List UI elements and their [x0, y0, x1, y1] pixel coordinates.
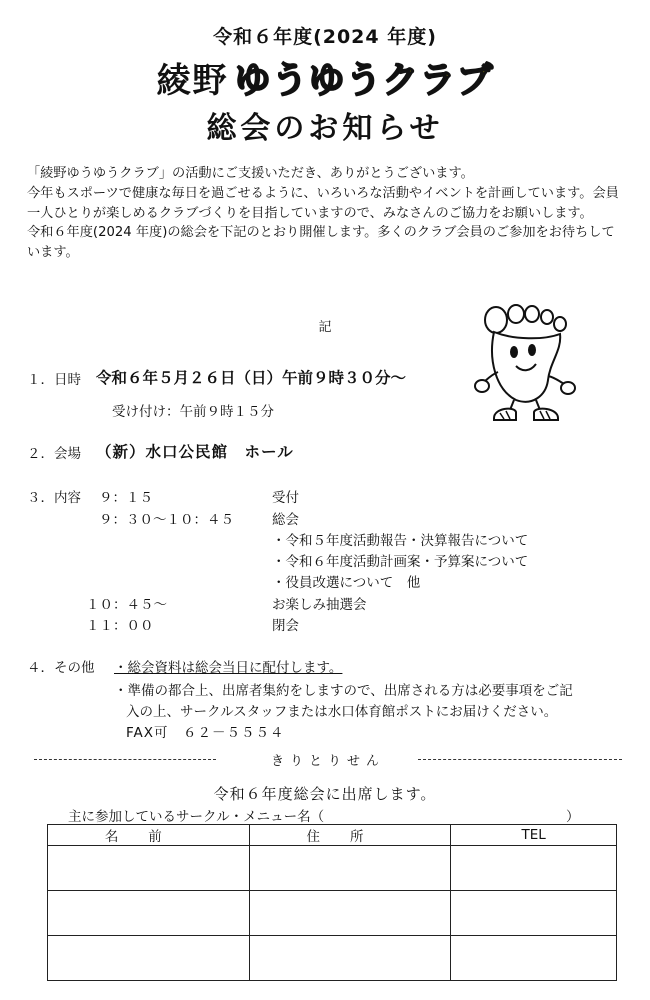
other-note-2b: 入の上、サークルスタッフまたは水口体育館ポストにお届けください。 — [126, 704, 558, 720]
intro-p2: 今年もスポーツで健康な毎日を過ごせるように、いろいろな活動やイベントを計画しています。会員一人ひとりが楽しめるクラブづくりを目指していますので、みなさんのご協力をお願いします。 — [27, 185, 619, 221]
schedule-desc: お楽しみ抽選会 — [272, 597, 367, 613]
venue-label: ２．会場 — [27, 446, 81, 462]
cut-line — [34, 750, 622, 768]
intro-p3: 令和６年度(2024 年度)の総会を下記のとおり開催します。多くのクラブ会員のご参加をお待ちしています。 — [27, 225, 615, 261]
table-row — [48, 846, 617, 891]
schedule-desc: ・令和６年度活動計画案・予算案について — [272, 554, 529, 570]
menu-close-paren: ） — [566, 809, 580, 825]
attend-title: 令和６年度総会に出席します。 — [213, 785, 437, 803]
reception-time: 受け付け：午前９時１５分 — [112, 404, 274, 420]
club-logo — [0, 52, 650, 101]
tel-cell[interactable] — [451, 936, 617, 981]
name-cell[interactable] — [48, 846, 250, 891]
venue-value: （新）水口公民館 ホール — [96, 443, 294, 461]
table-header-row — [48, 825, 617, 846]
ki-heading: 記 — [318, 320, 332, 335]
schedule-time: ９：１５ — [99, 490, 153, 506]
logo-ayano: 綾野 — [156, 61, 229, 101]
other-label: ４．その他 — [27, 660, 95, 676]
fax-number: FAX可 ６２－５５５４ — [126, 725, 285, 741]
content-label: ３．内容 — [27, 490, 81, 506]
schedule-time: １０：４５～ — [86, 597, 167, 613]
schedule-desc: 閉会 — [272, 618, 299, 634]
header-address: 住所 — [249, 825, 451, 846]
tel-cell[interactable] — [451, 846, 617, 891]
menu-label: 主に参加しているサークル・メニュー名（ — [68, 809, 325, 825]
table-row — [48, 891, 617, 936]
address-cell[interactable] — [249, 846, 451, 891]
page-title: 総会のお知らせ — [206, 111, 444, 146]
table-row — [48, 936, 617, 981]
other-note-2a: ・準備の都合上、出席者集約をしますので、出席される方は必要事項をご記 — [114, 683, 573, 699]
tel-cell[interactable] — [451, 891, 617, 936]
schedule-desc: ・役員改選について 他 — [272, 575, 421, 591]
menu-line — [68, 805, 588, 825]
schedule-desc: ・令和５年度活動報告・決算報告について — [272, 533, 529, 549]
intro-text — [27, 164, 627, 263]
name-cell[interactable] — [48, 891, 250, 936]
header-name: 名前 — [48, 825, 250, 846]
year-line: 令和６年度(2024 年度) — [213, 26, 437, 48]
attendance-form-table — [47, 824, 617, 981]
header-tel: TEL — [451, 825, 617, 846]
schedule-desc: 総会 — [272, 512, 299, 528]
foot-mascot-icon — [474, 300, 584, 428]
name-cell[interactable] — [48, 936, 250, 981]
other-note-1: ・総会資料は総会当日に配付します。 — [114, 660, 343, 676]
cut-line-text: きりとりせん — [270, 754, 385, 769]
schedule-time: １１：００ — [86, 618, 154, 634]
schedule-time: ９：３０～１０：４５ — [99, 512, 234, 528]
intro-p1: 「綾野ゆうゆうクラブ」の活動にご支援いただき、ありがとうございます。 — [27, 166, 474, 181]
address-cell[interactable] — [249, 936, 451, 981]
date-label: １．日時 — [27, 372, 81, 388]
date-value: 令和６年５月２６日（日）午前９時３０分～ — [96, 369, 407, 387]
address-cell[interactable] — [249, 891, 451, 936]
schedule-desc: 受付 — [272, 490, 299, 506]
logo-club-name: ゆうゆうクラブ — [234, 60, 494, 101]
